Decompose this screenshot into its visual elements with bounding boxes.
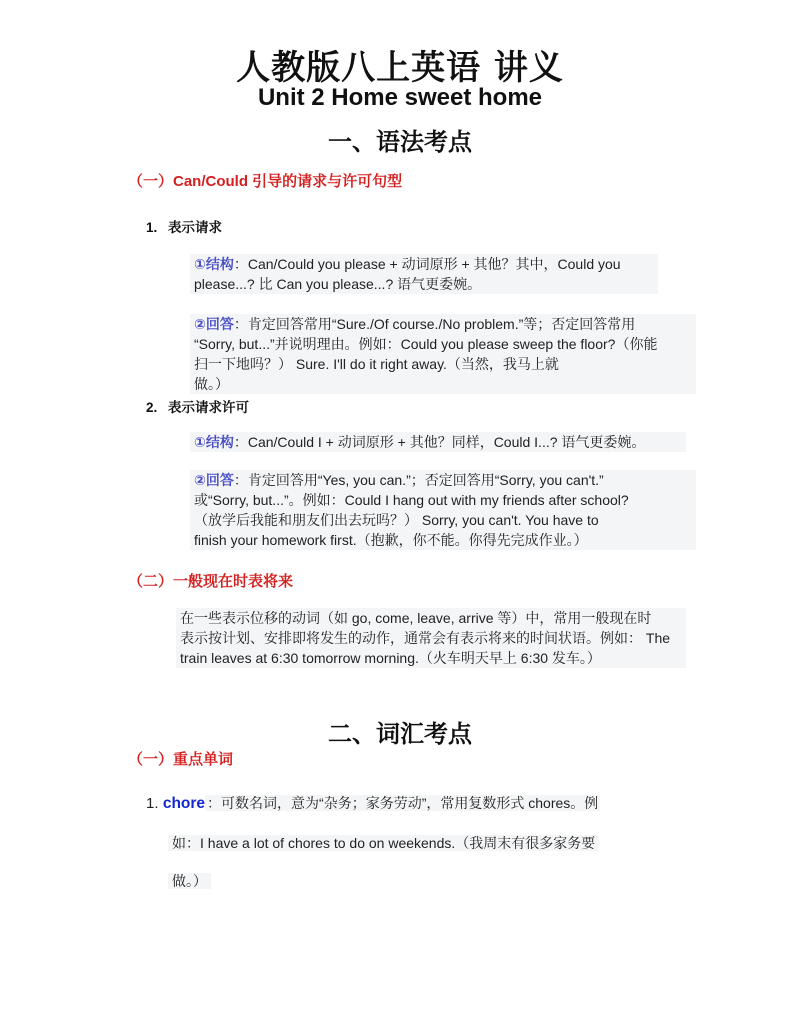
entry-text: 如：I have a lot of chores to do on weekends.（我周末有很多家务要 <box>168 835 599 851</box>
answer-label: ②回答 <box>194 472 234 488</box>
structure-label: ①结构 <box>194 256 234 272</box>
entry-text: 做。） <box>168 873 211 889</box>
paragraph-line: train leaves at 6:30 tomorrow morning.（火车明天早上 6:30 发车。） <box>180 650 601 666</box>
entry-text: ：可数名词，意为“杂务；家务劳动”，常用复数形式 chores。例 <box>207 795 599 811</box>
paragraph-line: 在一些表示位移的动词（如 go, come, leave, arrive 等）中，常用一般现在时 <box>180 610 652 626</box>
item-number: 2. <box>146 400 158 415</box>
vocab-section1-heading: （一）重点单词 <box>128 751 234 768</box>
answer-text: finish your homework first.（抱歉，你不能。你得先完成作业。） <box>194 532 588 548</box>
answer-text: （放学后我能和朋友们出去玩吗？） Sorry, you can't. You have to <box>194 512 599 528</box>
grammar-item2-heading <box>146 396 249 416</box>
item1-structure-block <box>190 254 658 294</box>
document-title: 人教版八上英语 讲义 <box>236 48 564 88</box>
item-title: 表示请求 <box>168 220 222 235</box>
item1-answer-block <box>190 314 696 394</box>
entry-number: 1. <box>146 795 159 812</box>
item-title: 表示请求许可 <box>168 400 249 415</box>
grammar-section2-heading: （二）一般现在时表将来 <box>128 573 294 590</box>
vocab-entry-chore-line2 <box>168 833 599 854</box>
structure-text: ：Can/Could you please + 动词原形 + 其他？其中，Could you <box>233 256 621 272</box>
answer-text: ：肯定回答用“Yes, you can.”；否定回答用“Sorry, you can't.” <box>233 472 604 488</box>
answer-text: 或“Sorry, but...”。例如：Could I hang out with my friends after school? <box>194 492 629 508</box>
answer-text: 扫一下地吗？） Sure. I'll do it right away.（当然，我马上就 <box>194 356 559 372</box>
item2-structure-block <box>190 432 686 452</box>
structure-text: ：Can/Could I + 动词原形 + 其他？同样，Could I...? 语气更委婉。 <box>233 434 646 450</box>
structure-label: ①结构 <box>194 434 234 450</box>
part2-heading: 二、词汇考点 <box>328 719 472 748</box>
unit-title: Unit 2 Home sweet home <box>257 84 543 111</box>
part1-heading: 一、语法考点 <box>328 127 472 156</box>
future-tense-block <box>176 608 686 668</box>
grammar-item1-heading <box>146 216 222 236</box>
answer-text: ：肯定回答常用“Sure./Of course./No problem.”等；否定回答常用 <box>233 316 636 332</box>
item-number: 1. <box>146 220 158 235</box>
item2-answer-block <box>190 470 696 550</box>
grammar-section1-heading: （一）Can/Could 引导的请求与许可句型 <box>128 173 403 190</box>
paragraph-line: 表示按计划、安排即将发生的动作，通常会有表示将来的时间状语。例如： The <box>180 630 671 646</box>
vocab-word: chore <box>162 795 206 812</box>
structure-text: please...? 比 Can you please...? 语气更委婉。 <box>194 276 482 292</box>
vocab-entry-chore-line3 <box>168 871 211 892</box>
vocab-entry-chore <box>146 793 686 814</box>
answer-label: ②回答 <box>194 316 234 332</box>
answer-text: “Sorry, but...”并说明理由。例如：Could you please sweep the floor?（你能 <box>194 336 658 352</box>
answer-text: 做。） <box>194 376 229 392</box>
